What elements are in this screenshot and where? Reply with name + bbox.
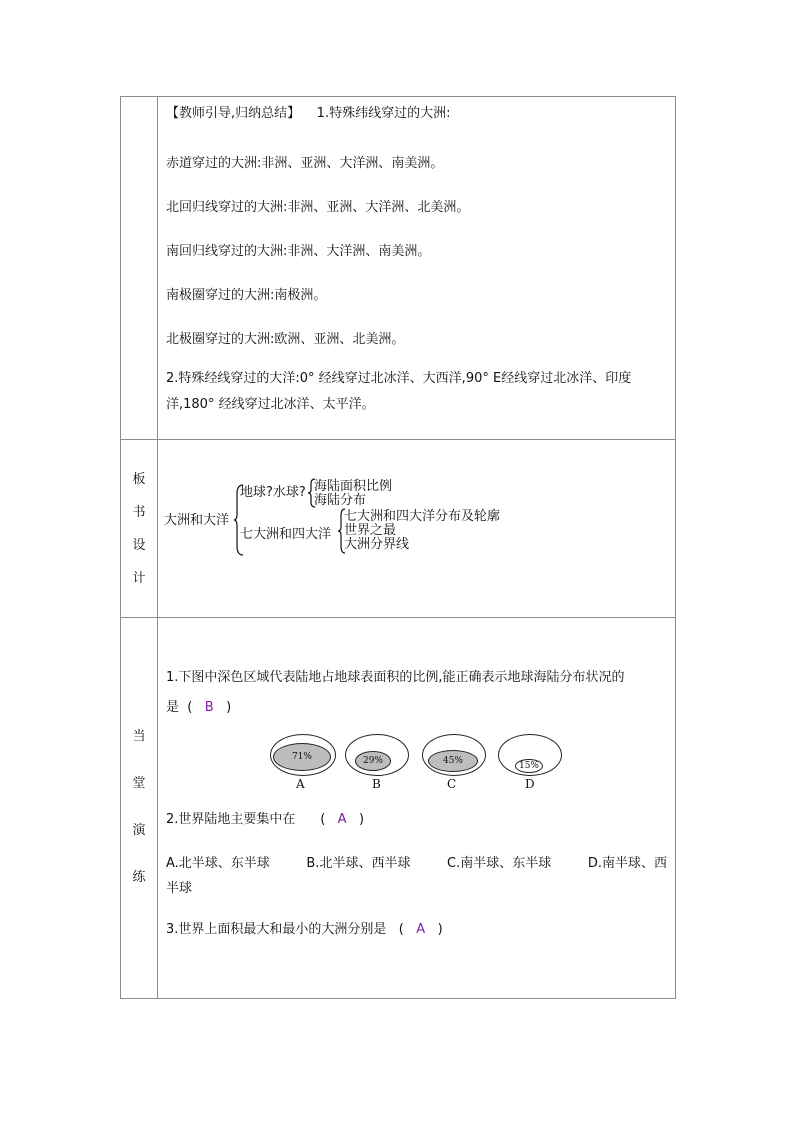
- question-3-text: 3.世界上面积最大和最小的大洲分别是: [166, 922, 387, 937]
- latitude-line-5: 北极圈穿过的大洲:欧洲、亚洲、北美洲。: [166, 332, 405, 347]
- lesson-table: [120, 96, 676, 999]
- q2-option-b: B.北半球、西半球: [306, 856, 411, 871]
- q2-option-d: D.南半球、西: [587, 856, 667, 871]
- practice-label-4: 练: [132, 870, 146, 885]
- circle-b-label: B: [372, 777, 381, 791]
- circle-a-label: A: [296, 777, 305, 791]
- question-1-answer: B: [204, 700, 214, 715]
- branch-2-item-1: 七大洲和四大洋分布及轮廓: [344, 509, 501, 524]
- board-label-4: 计: [132, 570, 146, 586]
- question-1-tail-line: 是 ( B ): [166, 700, 232, 715]
- latitude-line-2: 北回归线穿过的大洲:非洲、亚洲、大洋洲、北美洲。: [166, 200, 470, 215]
- circle-c-label: C: [447, 777, 457, 791]
- q2-option-c: C.南半球、东半球: [447, 856, 552, 871]
- globe-ratio-figure: [158, 732, 675, 792]
- practice-label-2: 堂: [132, 776, 146, 791]
- latitude-line-4: 南极圈穿过的大洲:南极洲。: [166, 288, 327, 303]
- circle-a-land: 71%: [273, 743, 331, 771]
- practice-label-1: 当: [132, 729, 146, 744]
- question-1-line: 1.下图中深色区域代表陆地占地球表面积的比例,能正确表示地球海陆分布状况的: [166, 670, 625, 685]
- latitude-line-3: 南回归线穿过的大洲:非洲、大洋洲、南美洲。: [166, 244, 431, 259]
- summary-heading-line: [158, 98, 675, 130]
- side-cell-empty: [121, 97, 158, 440]
- question-1-tail: 是: [166, 700, 180, 715]
- latitude-line-1: 赤道穿过的大洲:非洲、亚洲、大洋洲、南美洲。: [166, 156, 444, 171]
- question-3-line: 3.世界上面积最大和最小的大洲分别是 ( A ): [166, 922, 443, 937]
- board-label-2: 书: [132, 504, 146, 520]
- branch-1-item-1: 海陆面积比例: [314, 479, 393, 494]
- branch-1-item-2: 海陆分布: [314, 493, 367, 508]
- board-label-1: 板: [132, 471, 146, 487]
- practice-cell: [158, 618, 676, 999]
- board-design: [158, 440, 675, 617]
- branch-2-item-3: 大洲分界线: [344, 537, 410, 552]
- circle-c-land: 45%: [428, 750, 478, 772]
- board-side-cell: [121, 440, 158, 618]
- question-2-text: 2.世界陆地主要集中在: [166, 812, 296, 827]
- circle-d-land: 15%: [515, 759, 543, 773]
- board-branch-2: 七大洲和四大洋: [240, 527, 332, 542]
- board-cell: [158, 440, 676, 618]
- point1-title: 1.特殊纬线穿过的大洲:: [316, 106, 451, 121]
- summary-heading: 【教师引导,归纳总结】: [166, 106, 301, 121]
- board-label-3: 设: [132, 537, 146, 553]
- question-3-answer: A: [416, 922, 426, 937]
- summary-cell: [158, 97, 676, 440]
- q2-option-d-wrap: 半球: [166, 881, 193, 896]
- board-branch-1: 地球?水球?: [240, 485, 306, 500]
- branch-2-item-2: 世界之最: [344, 523, 397, 538]
- circle-b-land: 29%: [355, 751, 391, 771]
- question-2-line: 2.世界陆地主要集中在 ( A ): [166, 812, 365, 827]
- circle-d-label: D: [525, 777, 535, 791]
- board-root: 大洲和大洋: [164, 513, 230, 528]
- q2-option-a: A.北半球、东半球: [166, 856, 270, 871]
- practice-side-cell: [121, 618, 158, 999]
- practice-label-3: 演: [132, 823, 146, 838]
- question-2-answer: A: [337, 812, 347, 827]
- longitude-paragraph: 2.特殊经线穿过的大洋:0° 经线穿过北冰洋、大西洋,90° E经线穿过北冰洋、印度洋,180° 经线穿过北冰洋、太平洋。: [166, 371, 632, 412]
